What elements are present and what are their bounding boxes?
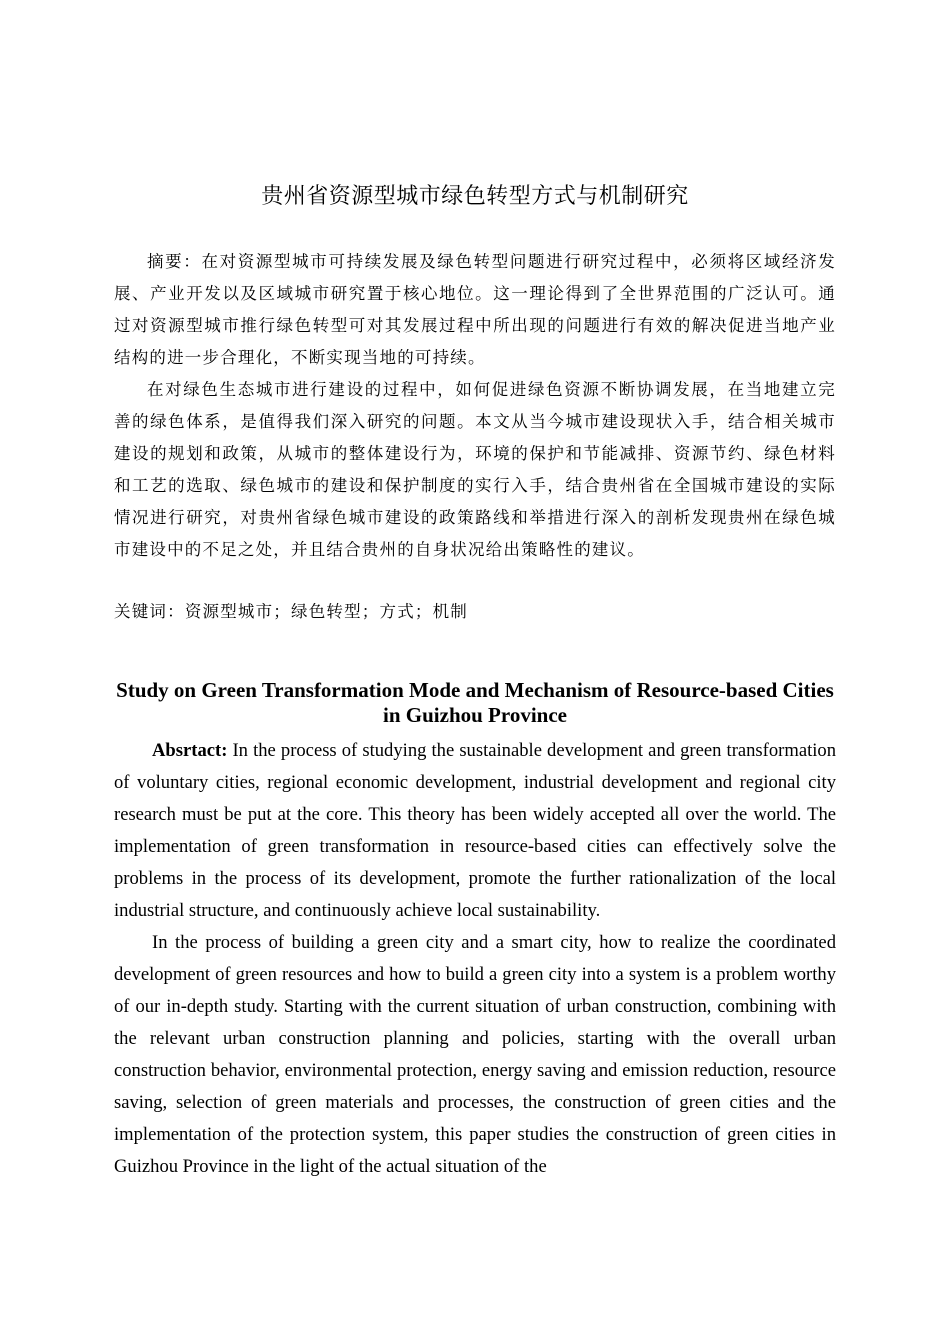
chinese-abstract-paragraph-1	[114, 246, 836, 374]
english-abstract-text-1: In the process of studying the sustainable development and green transformation of voluntary cities, regional economic development, industrial development and regional city research must be put at the core. This theory has been widely accepted all over the world. The implementation of green transformation in resource-based cities can effectively solve the problems in the process of its development, promote the further rationalization of the local industrial structure, and continuously achieve local sustainability.	[114, 740, 836, 921]
chinese-keywords-label: 关键词：	[114, 602, 185, 621]
english-abstract-label: Absrtact:	[152, 740, 228, 761]
english-abstract	[114, 735, 836, 1183]
english-abstract-paragraph-2: In the process of building a green city and a smart city, how to realize the coordinated development of green resources and how to build a green city into a system is a problem worthy of our in-depth study. Starting with the current situation of urban construction, combining with the relevant urban construction planning and policies, starting with the overall urban construction behavior, environmental protection, energy saving and emission reduction, resource saving, selection of green materials and processes, the construction of green cities and the implementation of the protection system, this paper studies the construction of green cities in Guizhou Province in the light of the actual situation of the	[114, 932, 836, 1177]
chinese-keywords-text: 资源型城市；绿色转型；方式；机制	[184, 602, 469, 621]
chinese-abstract	[114, 246, 836, 566]
english-abstract-paragraph-1	[114, 735, 836, 927]
chinese-title: 贵州省资源型城市绿色转型方式与机制研究	[261, 184, 689, 209]
chinese-abstract-text-1: 在对资源型城市可持续发展及绿色转型问题进行研究过程中，必须将区域经济发展、产业开发以及区域城市研究置于核心地位。这一理论得到了全世界范围的广泛认可。通过对资源型城市推行绿色转型可对其发展过程中所出现的问题进行有效的解决促进当地产业结构的进一步合理化，不断实现当地的可持续。	[114, 252, 836, 367]
english-title: Study on Green Transformation Mode and Mechanism of Resource-based Cities in Guizhou Province	[116, 678, 834, 727]
chinese-abstract-paragraph-2: 在对绿色生态城市进行建设的过程中，如何促进绿色资源不断协调发展，在当地建立完善的绿色体系，是值得我们深入研究的问题。本文从当今城市建设现状入手，结合相关城市建设的规划和政策，从城市的整体建设行为，环境的保护和节能减排、资源节约、绿色材料和工艺的选取、绿色城市的建设和保护制度的实行入手，结合贵州省在全国城市建设的实际情况进行研究，对贵州省绿色城市建设的政策路线和举措进行深入的剖析发现贵州在绿色城市建设中的不足之处，并且结合贵州的自身状况给出策略性的建议。	[114, 380, 836, 559]
chinese-abstract-label: 摘要：	[147, 252, 202, 271]
chinese-keywords	[114, 596, 836, 628]
